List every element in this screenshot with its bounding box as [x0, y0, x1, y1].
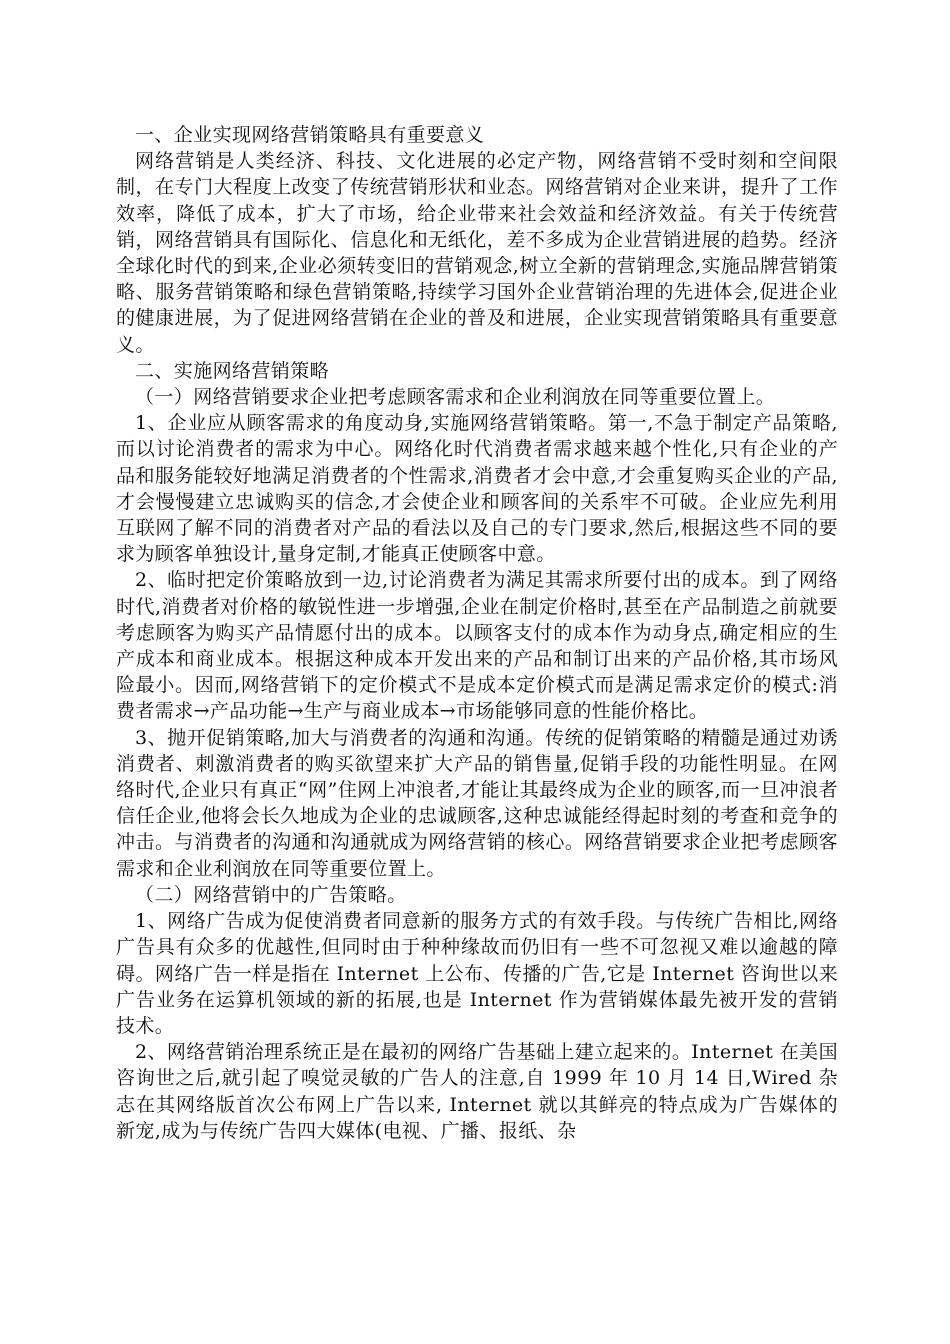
subsection-heading-advertising: （二）网络营销中的广告策略。 [135, 883, 407, 906]
section-heading-significance: 一、企业实现网络营销策略具有重要意义 [135, 124, 485, 146]
document-page [116, 122, 838, 1144]
paragraph-point-1: 1、企业应从顾客需求的角度动身,实施网络营销策略。第一,不急于制定产品策略,而以讨论消费者的需求为中心。网络化时代消费者需求越来越个性化,只有企业的产品和服务能较好地满足消费者的个性需求,消费者才会中意,才会重复购买企业的产品,才会慢慢建立忠诚购买的信念,才会使企业和顾客间的关系牢不可破。企业应先利用互联网了解不同的消费者对产品的看法以及自己的专门要求,然后,根据这些不同的要求为顾客单独设计,量身定制,才能真正使顾客中意。 [116, 412, 838, 566]
paragraph-significance: 网络营销是人类经济、科技、文化进展的必定产物，网络营销不受时刻和空间限制，在专门大程度上改变了传统营销形状和业态。网络营销对企业来讲，提升了工作效率，降低了成本，扩大了市场，给企业带来社会效益和经济效益。有关于传统营销，网络营销具有国际化、信息化和无纸化，差不多成为企业营销进展的趋势。经济全球化时代的到来,企业必须转变旧的营销观念,树立全新的营销理念,实施品牌营销策略、服务营销策略和绿色营销策略,持续学习国外企业营销治理的先进体会,促进企业的健康进展，为了促进网络营销在企业的普及和进展，企业实现营销策略具有重要意义。 [116, 150, 838, 356]
subsection-heading-customer-demand: （一）网络营销要求企业把考虑顾客需求和企业利润放在同等重要位置上。 [135, 386, 776, 409]
paragraph-point-2: 2、临时把定价策略放到一边,讨论消费者为满足其需求所要付出的成本。到了网络时代,消费者对价格的敏锐性进一步增强,企业在制定价格时,甚至在产品制造之前就要考虑顾客为购买产品情愿付出的成本。以顾客支付的成本作为动身点,确定相应的生产成本和商业成本。根据这种成本开发出来的产品和制订出来的产品价格,其市场风险最小。因而,网络营销下的定价模式不是成本定价模式而是满足需求定价的模式:消费者需求→产品功能→生产与商业成本→市场能够同意的性能价格比。 [116, 569, 838, 723]
paragraph-point-3: 3、抛开促销策略,加大与消费者的沟通和沟通。传统的促销策略的精髓是通过劝诱消费者、刺激消费者的购买欲望来扩大产品的销售量,促销手段的功能性明显。在网络时代,企业只有真正“网”住网上冲浪者,才能让其最终成为企业的顾客,而一旦冲浪者信任企业,他将会长久地成为企业的忠诚顾客,这种忠诚能经得起时刻的考查和竞争的冲击。与消费者的沟通和沟通就成为网络营销的核心。网络营销要求企业把考虑顾客需求和企业利润放在同等重要位置上。 [116, 726, 838, 880]
section-heading-strategy: 二、实施网络营销策略 [135, 359, 330, 382]
paragraph-ad-point-2: 2、网络营销治理系统正是在最初的网络广告基础上建立起来的。Internet 在美国咨询世之后,就引起了嗅觉灵敏的广告人的注意,自 1999 年 10 月 14 日,Wired 杂志在其网络版首次公布网上广告以来, Internet 就以其鲜亮的特点成为广告媒体的新宠,成为与传统广告四大媒体(电视、广播、报纸、杂 [116, 1041, 838, 1142]
paragraph-ad-point-1: 1、网络广告成为促使消费者同意新的服务方式的有效手段。与传统广告相比,网络广告具有众多的优越性,但同时由于种种缘故而仍旧有一些不可忽视又难以逾越的障碍。网络广告一样是指在 Internet 上公布、传播的广告,它是 Internet 咨询世以来广告业务在运算机领域的新的拓展,也是 Internet 作为营销媒体最先被开发的营销技术。 [116, 910, 838, 1037]
